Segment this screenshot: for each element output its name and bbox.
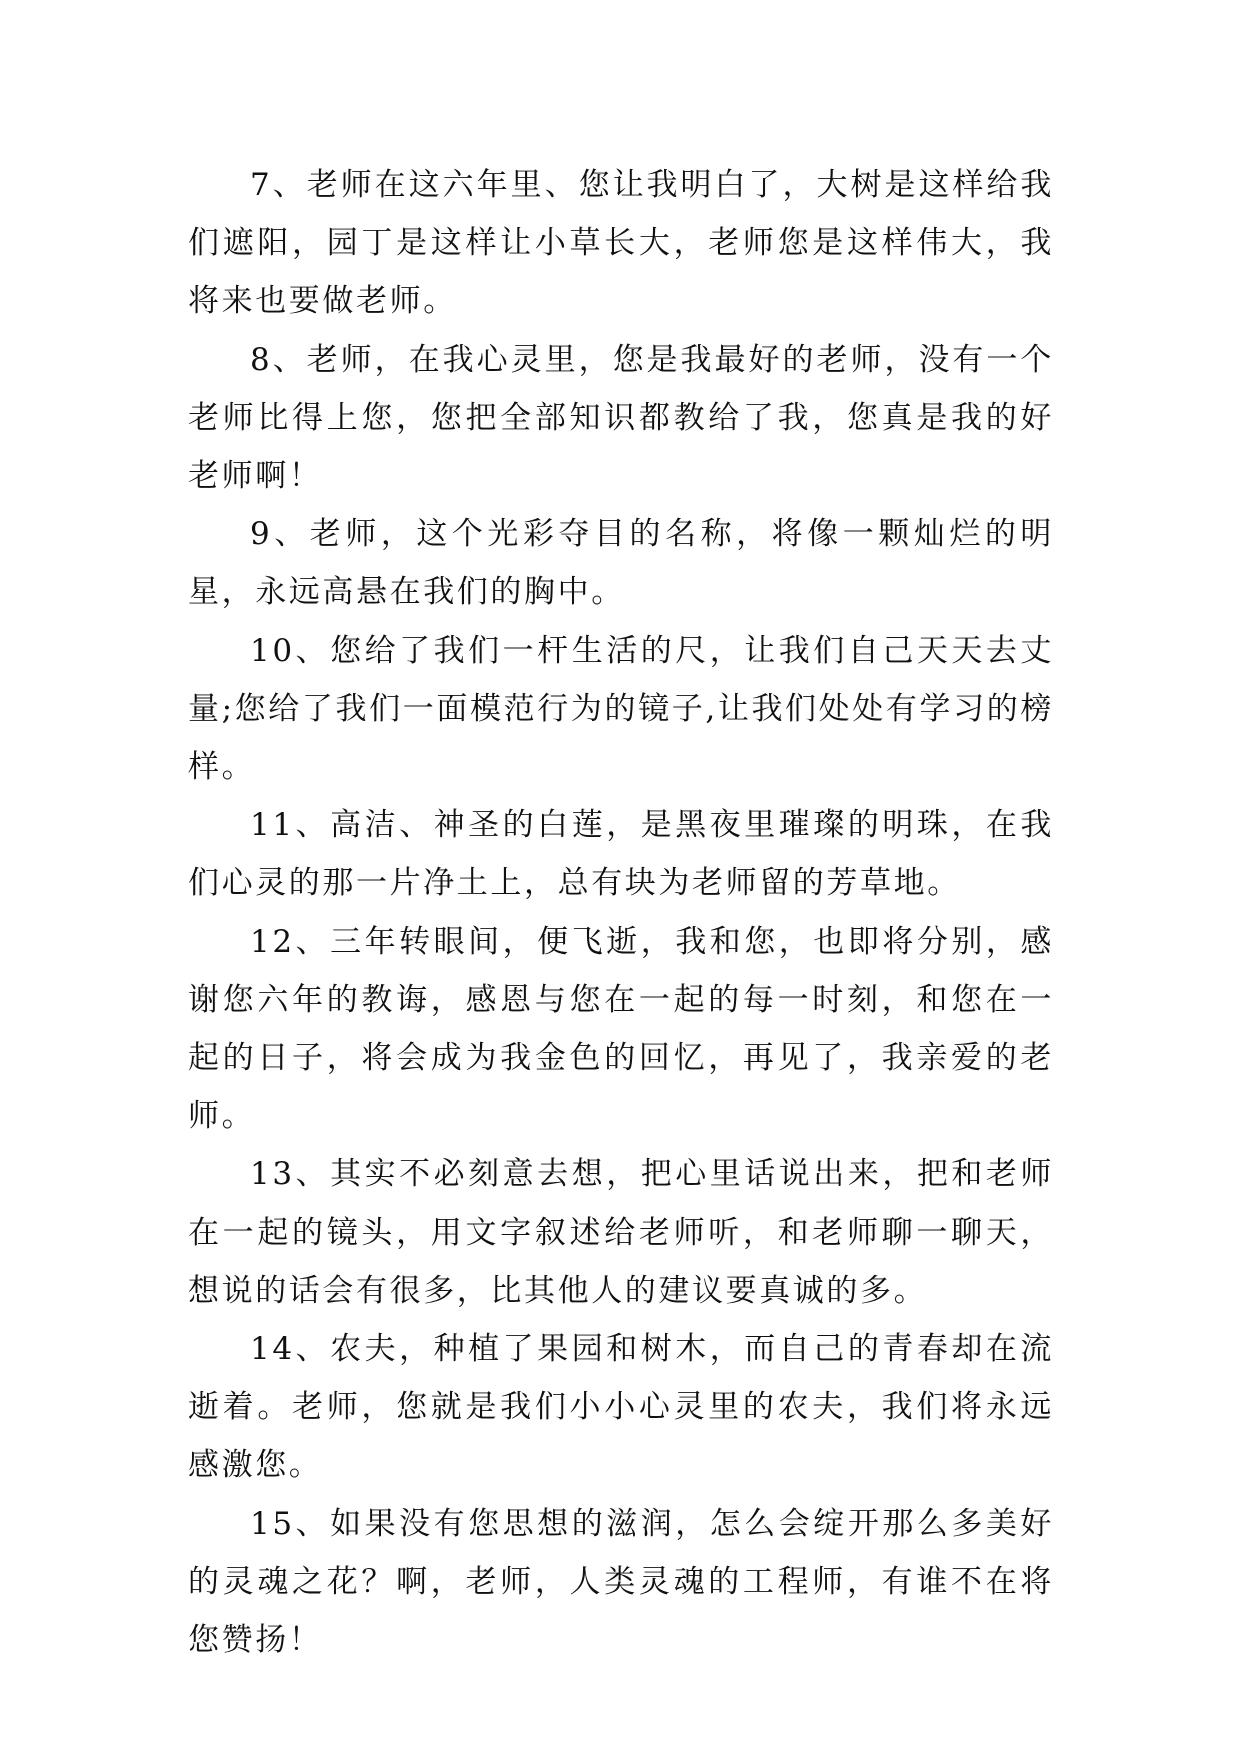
- paragraph-7: 7、老师在这六年里、您让我明白了，大树是这样给我们遮阳，园丁是这样让小草长大，老师您是这样伟大，我将来也要做老师。: [188, 167, 1054, 320]
- paragraph-9: 9、老师，这个光彩夺目的名称，将像一颗灿烂的明星，永远高悬在我们的胸中。: [188, 516, 1054, 611]
- paragraph-10: 10、您给了我们一杆生活的尺，让我们自己天天去丈量;您给了我们一面模范行为的镜子,让我们处处有学习的榜样。: [188, 632, 1054, 786]
- document-body: [188, 156, 1054, 1669]
- paragraph-12: 12、三年转眼间，便飞逝，我和您，也即将分别，感谢您六年的教诲，感恩与您在一起的每一时刻，和您在一起的日子，将会成为我金色的回忆，再见了，我亲爱的老师。: [188, 923, 1054, 1135]
- paragraph-8: 8、老师，在我心灵里，您是我最好的老师，没有一个老师比得上您，您把全部知识都教给了我，您真是我的好老师啊！: [188, 341, 1054, 495]
- paragraph-13: 13、其实不必刻意去想，把心里话说出来，把和老师在一起的镜头，用文字叙述给老师听，和老师聊一聊天，想说的话会有很多，比其他人的建议要真诚的多。: [188, 1156, 1054, 1309]
- paragraph-11: 11、高洁、神圣的白莲，是黑夜里璀璨的明珠，在我们心灵的那一片净土上，总有块为老师留的芳草地。: [188, 807, 1054, 902]
- paragraph-14: 14、农夫，种植了果园和树木，而自己的青春却在流逝着。老师，您就是我们小小心灵里的农夫，我们将永远感激您。: [188, 1331, 1054, 1484]
- paragraph-15: 15、如果没有您思想的滋润，怎么会绽开那么多美好的灵魂之花？啊，老师，人类灵魂的工程师，有谁不在将您赞扬！: [188, 1505, 1054, 1659]
